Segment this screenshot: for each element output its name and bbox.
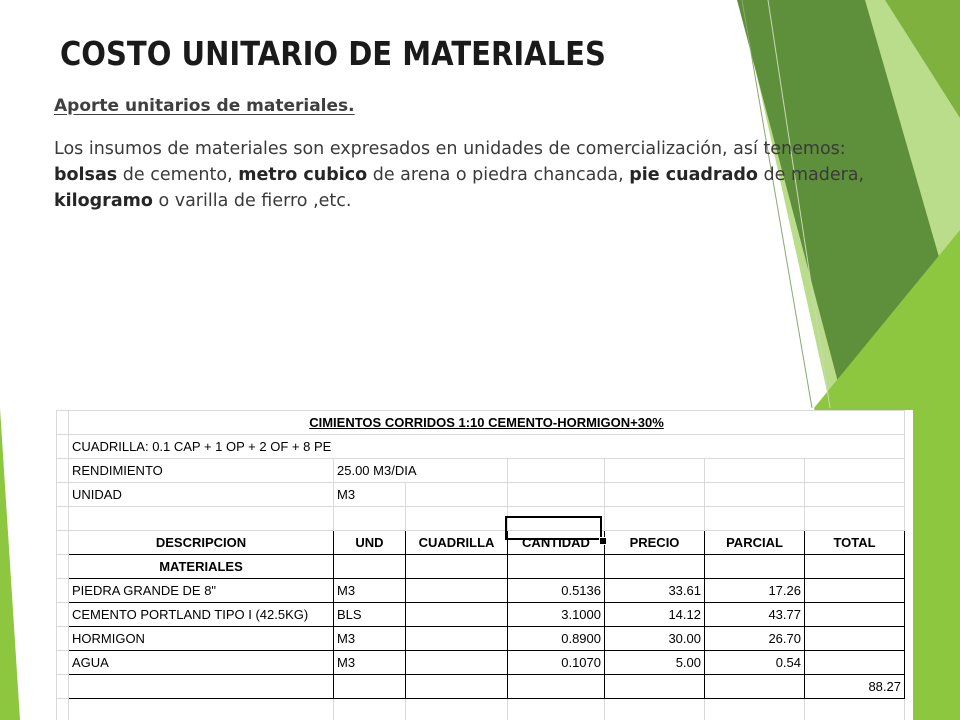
row-desc: HORMIGON [69, 627, 334, 651]
row-cantidad: 0.1070 [508, 651, 605, 675]
row-desc: AGUA [69, 651, 334, 675]
rendimiento-value: 25.00 M3/DIA [334, 459, 508, 483]
row-cantidad: 0.8900 [508, 627, 605, 651]
unidad-label: UNIDAD [69, 483, 334, 507]
row-und: M3 [334, 627, 406, 651]
row-precio: 5.00 [605, 651, 705, 675]
header-parcial: PARCIAL [705, 531, 805, 555]
cell-selection-box[interactable] [505, 516, 602, 540]
row-desc: CEMENTO PORTLAND TIPO I (42.5KG) [69, 603, 334, 627]
row-parcial: 17.26 [705, 579, 805, 603]
spreadsheet-screenshot [56, 410, 913, 720]
paragraph-text: de arena o piedra chancada, [367, 165, 630, 185]
row-precio: 30.00 [605, 627, 705, 651]
row-und: BLS [334, 603, 406, 627]
row-cantidad: 3.1000 [508, 603, 605, 627]
header-und: UND [334, 531, 406, 555]
row-parcial: 0.54 [705, 651, 805, 675]
paragraph-text: de madera, [757, 165, 865, 185]
green-shape-left [0, 408, 20, 720]
header-cantidad: CANTIDAD [508, 531, 605, 555]
bold-term: kilogramo [54, 191, 153, 211]
fill-handle[interactable] [599, 537, 607, 545]
row-und: M3 [334, 579, 406, 603]
unidad-row [57, 483, 905, 507]
row-desc: PIEDRA GRANDE DE 8" [69, 579, 334, 603]
paragraph-text: Los insumos de materiales son expresados en unidades de comercialización, así tenemos: [54, 139, 846, 159]
total-row [57, 675, 905, 699]
row-parcial: 26.70 [705, 627, 805, 651]
section-materiales: MATERIALES [69, 555, 334, 579]
paragraph-text: de cemento, [117, 165, 239, 185]
row-cantidad: 0.5136 [508, 579, 605, 603]
header-descripcion: DESCRIPCION [69, 531, 334, 555]
paragraph-text: o varilla de fierro ,etc. [152, 191, 352, 211]
description-paragraph [54, 136, 914, 214]
unit-cost-table [56, 410, 905, 720]
section-row [57, 555, 905, 579]
table-row [57, 651, 905, 675]
header-precio: PRECIO [605, 531, 705, 555]
bold-term: metro cubico [238, 165, 368, 185]
empty-row [57, 507, 905, 531]
row-parcial: 43.77 [705, 603, 805, 627]
header-cuadrilla: CUADRILLA [406, 531, 508, 555]
cuadrilla-row [57, 435, 905, 459]
table-row [57, 579, 905, 603]
rendimiento-label: RENDIMIENTO [69, 459, 334, 483]
table-title: CIMIENTOS CORRIDOS 1:10 CEMENTO-HORMIGON+30% [69, 411, 905, 435]
row-und: M3 [334, 651, 406, 675]
row-precio: 33.61 [605, 579, 705, 603]
row-precio: 14.12 [605, 603, 705, 627]
table-title-row [57, 411, 905, 435]
rendimiento-row [57, 459, 905, 483]
bold-term: bolsas [54, 165, 118, 185]
section-subtitle: Aporte unitarios de materiales. [54, 96, 355, 116]
table-row [57, 603, 905, 627]
table-row [57, 627, 905, 651]
empty-row [57, 699, 905, 720]
page-title: COSTO UNITARIO DE MATERIALES [60, 34, 606, 73]
header-total: TOTAL [805, 531, 905, 555]
header-row [57, 531, 905, 555]
cuadrilla-text: CUADRILLA: 0.1 CAP + 1 OP + 2 OF + 8 PE [69, 435, 905, 459]
unidad-value: M3 [334, 483, 406, 507]
total-value: 88.27 [805, 675, 905, 699]
bold-term: pie cuadrado [629, 165, 758, 185]
